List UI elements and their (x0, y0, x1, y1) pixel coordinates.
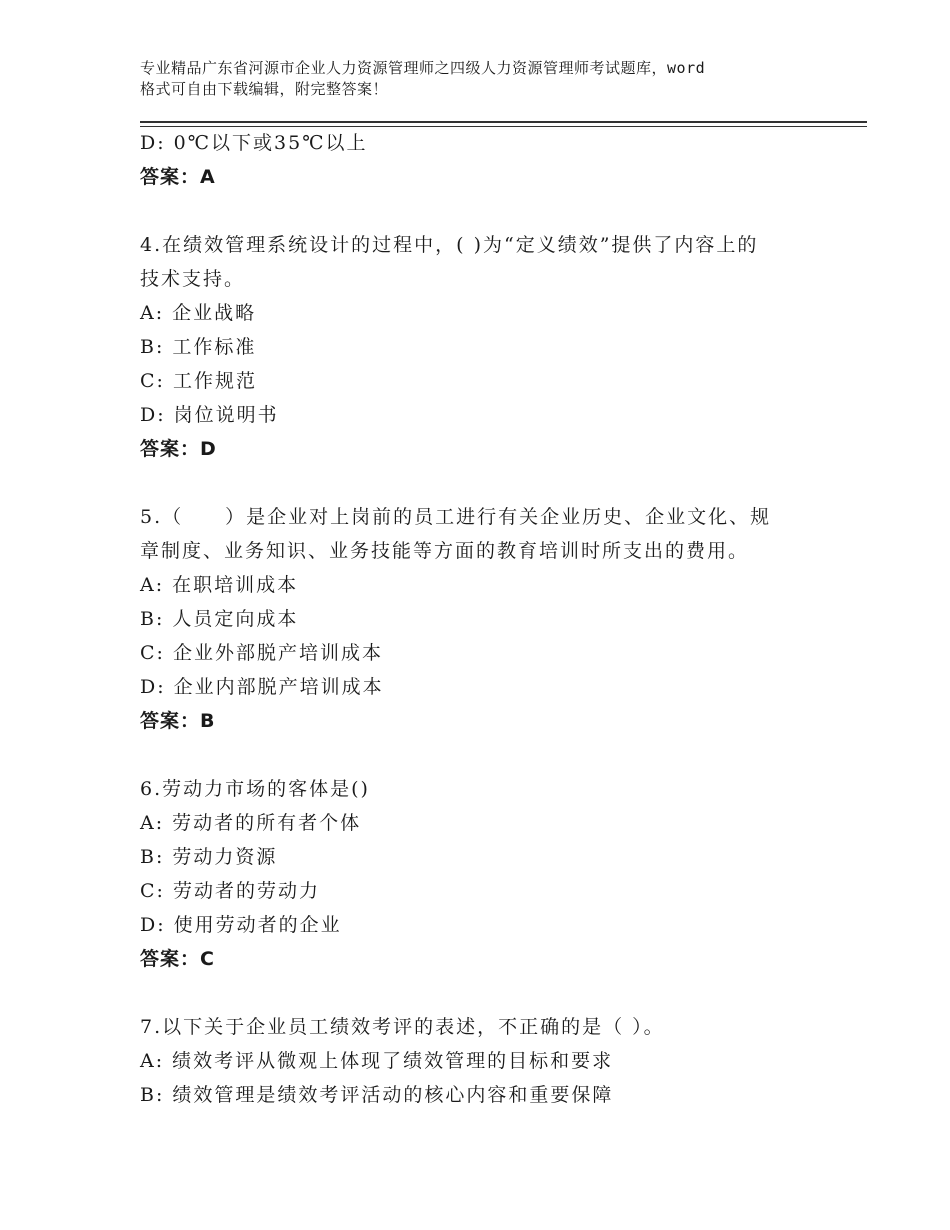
option-a: A: 劳动者的所有者个体 (140, 812, 362, 834)
question-text: 5.（ ）是企业对上岗前的员工进行有关企业历史、企业文化、规 (140, 506, 772, 528)
question-text: 6.劳动力市场的客体是() (140, 778, 370, 800)
option-a: A: 在职培训成本 (140, 574, 299, 596)
option-a: A: 企业战略 (140, 302, 257, 324)
document-header (140, 58, 840, 100)
answer: 答案：B (140, 710, 216, 732)
header-line-1: 专业精品广东省河源市企业人力资源管理师之四级人力资源管理师考试题库，word (140, 59, 706, 77)
question-text: 7.以下关于企业员工绩效考评的表述，不正确的是（ ）。 (140, 1016, 665, 1038)
option-b: B: 人员定向成本 (140, 608, 299, 630)
option-c: C: 工作规范 (140, 370, 257, 392)
answer: 答案：C (140, 948, 215, 970)
option-a: A: 绩效考评从微观上体现了绩效管理的目标和要求 (140, 1050, 614, 1072)
question-6 (140, 772, 830, 976)
answer: 答案：D (140, 438, 217, 460)
header-line-2: 格式可自由下载编辑，附完整答案！ (140, 80, 389, 98)
option-b: B: 劳动力资源 (140, 846, 278, 868)
option-d: D: 企业内部脱产培训成本 (140, 676, 384, 698)
header-divider-thick (140, 121, 867, 123)
prev-answer: 答案：A (140, 166, 216, 188)
question-4 (140, 228, 830, 466)
option-c: C: 企业外部脱产培训成本 (140, 642, 383, 664)
question-content (140, 126, 830, 1112)
prev-option-d: D: 0℃以下或35℃以上 (140, 132, 368, 154)
question-5 (140, 500, 830, 738)
question-text: 4.在绩效管理系统设计的过程中，( )为“定义绩效”提供了内容上的 (140, 234, 759, 256)
option-b: B: 工作标准 (140, 336, 257, 358)
question-text-cont: 章制度、业务知识、业务技能等方面的教育培训时所支出的费用。 (140, 540, 750, 562)
option-d: D: 使用劳动者的企业 (140, 914, 342, 936)
option-b: B: 绩效管理是绩效考评活动的核心内容和重要保障 (140, 1084, 614, 1106)
option-c: C: 劳动者的劳动力 (140, 880, 320, 902)
question-7 (140, 1010, 830, 1112)
question-text-cont: 技术支持。 (140, 268, 246, 290)
option-d: D: 岗位说明书 (140, 404, 279, 426)
